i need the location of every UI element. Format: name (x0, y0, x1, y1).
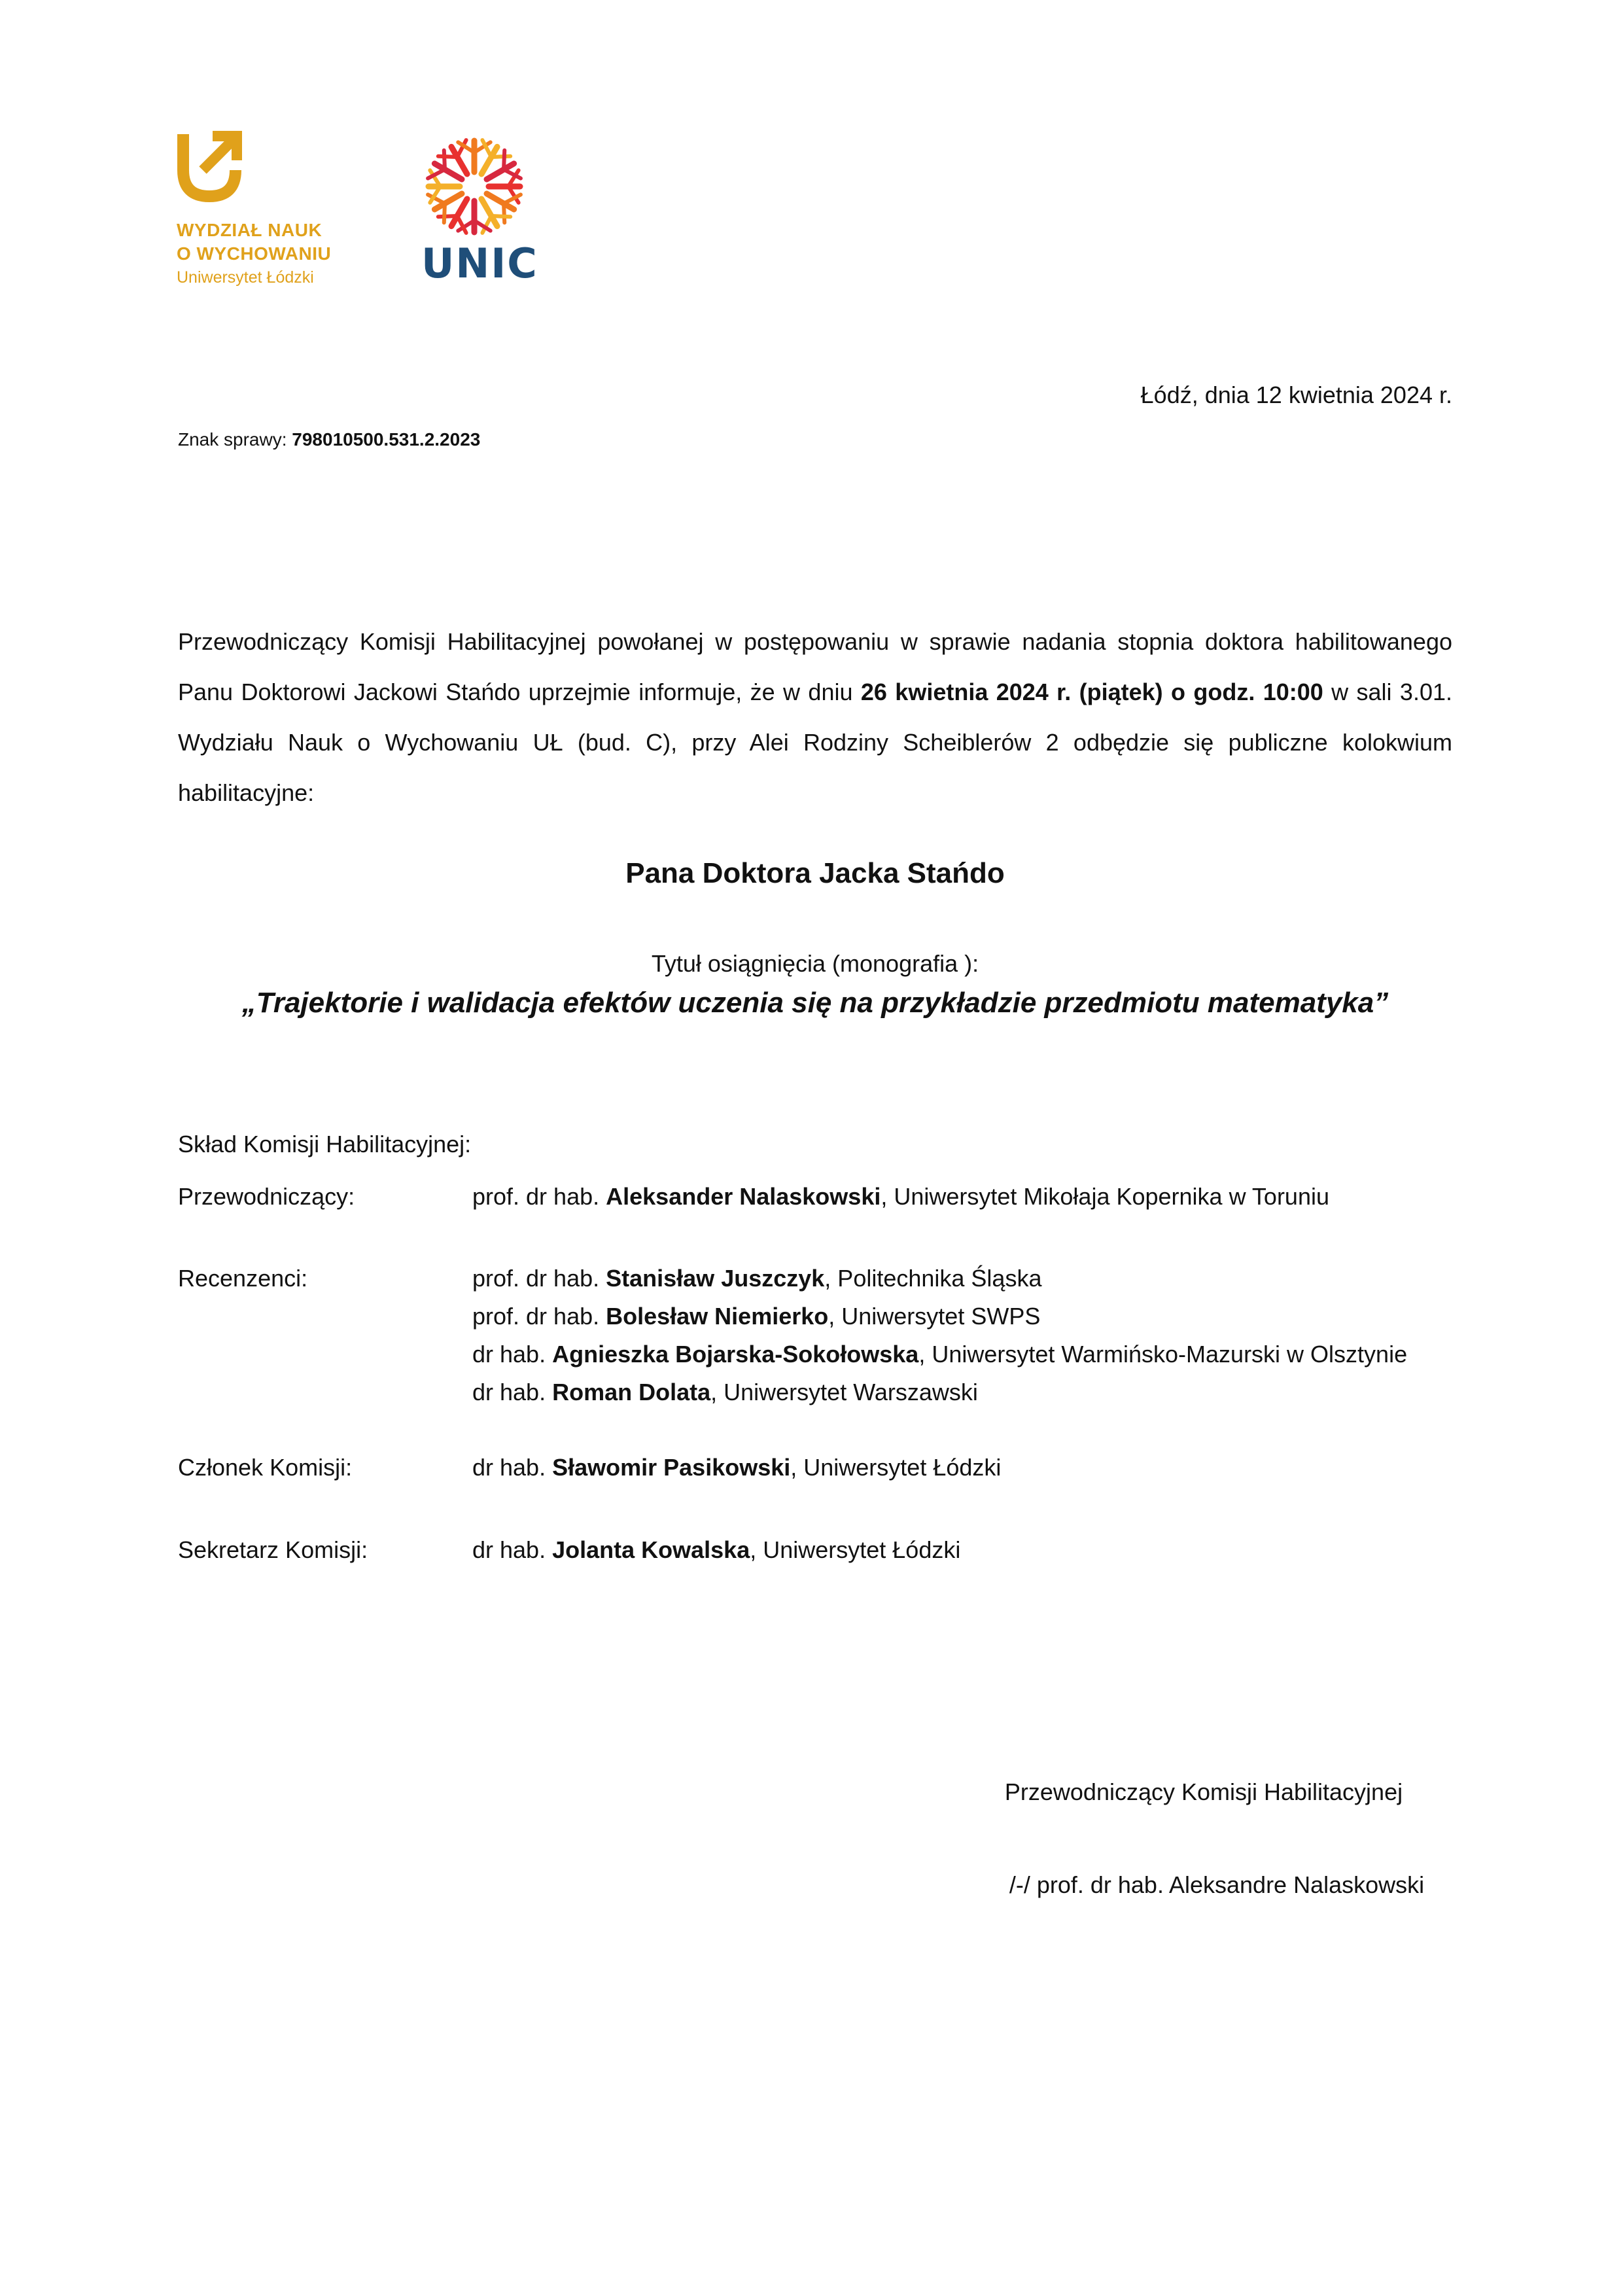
member-name: Bolesław Niemierko (606, 1303, 829, 1330)
burst-ray-fork (491, 216, 510, 217)
reference-value: 798010500.531.2.2023 (292, 429, 481, 450)
signature-name: /-/ prof. dr hab. Aleksandre Nalaskowski (1009, 1871, 1425, 1898)
member-line (472, 1298, 1407, 1335)
unic-logo (419, 131, 536, 294)
unic-logo-text: UNIC (421, 239, 538, 287)
member-affiliation: , Uniwersytet Łódzki (750, 1536, 961, 1563)
members-secretary (472, 1531, 960, 1569)
member-affiliation: , Uniwersytet SWPS (828, 1303, 1041, 1330)
members-member (472, 1449, 1001, 1487)
member-name: Stanisław Juszczyk (606, 1265, 825, 1292)
member-title: dr hab. (472, 1379, 553, 1405)
member-affiliation: , Politechnika Śląska (824, 1265, 1042, 1292)
unic-burst-icon (419, 131, 530, 242)
member-title: dr hab. (472, 1454, 553, 1481)
role-chair: Przewodniczący: (178, 1183, 355, 1210)
member-title: dr hab. (472, 1341, 553, 1368)
member-title: prof. dr hab. (472, 1303, 606, 1330)
member-line (472, 1260, 1407, 1298)
member-name: Jolanta Kowalska (552, 1536, 750, 1563)
member-line (472, 1373, 1407, 1411)
member-line (472, 1449, 1001, 1487)
intro-paragraph (178, 616, 1452, 818)
reference-number (178, 427, 480, 453)
faculty-logo-line1: WYDZIAŁ NAUK (177, 220, 323, 240)
faculty-logo-line2: O WYCHOWANIU (177, 243, 332, 264)
member-line (472, 1531, 960, 1569)
role-reviewers: Recenzenci: (178, 1265, 308, 1292)
burst-ray-fork (491, 156, 510, 157)
intro-text-2: w sali 3.01. Wydziału Nauk o Wychowaniu UŁ (bud. C), przy Alei Rodziny Scheiblerów 2 odbędzie się publiczne kolokwium habilitacyjne: (178, 679, 1452, 806)
burst-ray-fork (438, 156, 457, 157)
member-title: dr hab. (472, 1536, 553, 1563)
faculty-logo-line3: Uniwersytet Łódzki (177, 268, 314, 287)
member-title: prof. dr hab. (472, 1183, 606, 1210)
member-affiliation: , Uniwersytet Warszawski (710, 1379, 978, 1405)
faculty-logo (177, 131, 373, 301)
burst-ray-fork (444, 150, 445, 169)
member-line (472, 1335, 1407, 1373)
members-reviewers (472, 1260, 1407, 1411)
member-title: prof. dr hab. (472, 1265, 606, 1292)
signature-title: Przewodniczący Komisji Habilitacyjnej (1004, 1778, 1403, 1805)
burst-ray-fork (444, 203, 445, 222)
achievement-label: Tytuł osiągnięcia (monografia ): (651, 950, 979, 977)
member-affiliation: , Uniwersytet Mikołaja Kopernika w Toruniu (881, 1183, 1329, 1210)
member-name: Agnieszka Bojarska-Sokołowska (552, 1341, 919, 1368)
member-line (472, 1178, 1329, 1216)
member-affiliation: , Uniwersytet Warmińsko-Mazurski w Olsztynie (918, 1341, 1408, 1368)
member-name: Sławomir Pasikowski (552, 1454, 791, 1481)
member-name: Aleksander Nalaskowski (606, 1183, 881, 1210)
members-chair (472, 1178, 1329, 1216)
burst-ray-fork (438, 216, 457, 217)
candidate-name: Pana Doktora Jacka Stańdo (625, 857, 1005, 889)
intro-date-bold: 26 kwietnia 2024 r. (piątek) o godz. 10:00 (860, 679, 1323, 705)
document-date: Łódź, dnia 12 kwietnia 2024 r. (1140, 381, 1452, 408)
committee-title: Skład Komisji Habilitacyjnej: (178, 1131, 472, 1157)
achievement-title: „Trajektorie i walidacja efektów uczenia się na przykładzie przedmiotu matematyka” (241, 987, 1389, 1019)
faculty-u-arrow-icon (177, 131, 242, 203)
role-member: Członek Komisji: (178, 1454, 353, 1481)
role-secretary: Sekretarz Komisji: (178, 1536, 368, 1563)
intro-text-1: Przewodniczący Komisji Habilitacyjnej powołanej w postępowaniu w sprawie nadania stopnia doktora habilitowanego Panu Doktorowi Jackowi Stańdo uprzejmie informuje, że w dniu (178, 628, 1452, 705)
member-name: Roman Dolata (552, 1379, 711, 1405)
reference-label: Znak sprawy: (178, 429, 287, 450)
member-affiliation: , Uniwersytet Łódzki (790, 1454, 1002, 1481)
